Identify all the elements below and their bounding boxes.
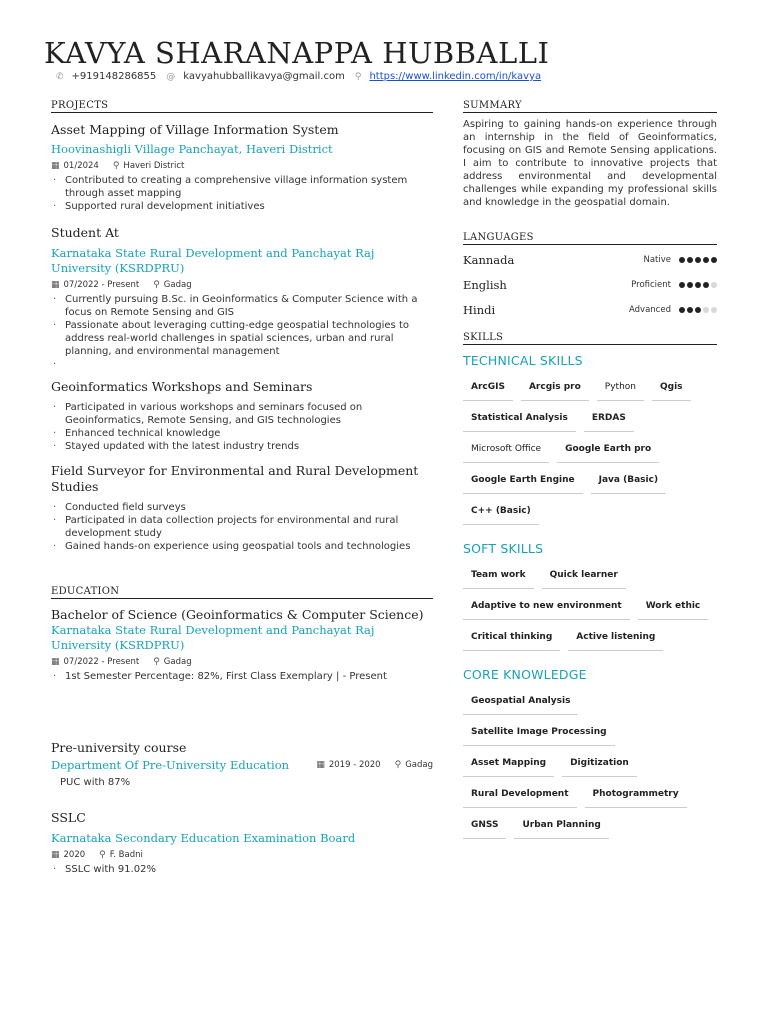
link-icon: ⚲: [354, 71, 362, 82]
skill-chip: Statistical Analysis: [463, 407, 576, 432]
skill-chip: Satellite Image Processing: [463, 721, 615, 746]
language-name: English: [463, 277, 507, 292]
skill-chip: Team work: [463, 564, 534, 589]
skill-chip: Work ethic: [638, 595, 709, 620]
bullet-item: · Enhanced technical knowledge: [51, 427, 433, 440]
location-pin-icon: ⚲: [394, 760, 402, 770]
bullet-item: [51, 358, 433, 371]
bullet-item: · 1st Semester Percentage: 82%, First Class Exemplary | - Present: [51, 670, 433, 683]
skill-chip: Geospatial Analysis: [463, 690, 578, 715]
bullet-item: · Passionate about leveraging cutting-edge geospatial technologies to address real-world challenges in spatial sciences, urban and rural planning, and environmental management: [51, 319, 433, 358]
contact-email: [166, 71, 345, 82]
bullet-item: · Supported rural development initiatives: [51, 200, 433, 213]
rating-dot-filled: [695, 282, 701, 288]
location-pin-icon: ⚲: [153, 280, 160, 290]
project-entry: [51, 379, 433, 453]
project-bullets: [51, 293, 433, 371]
core-knowledge-list: [463, 690, 717, 845]
language-row: [463, 297, 717, 322]
education-note: PUC with 87%: [60, 777, 131, 788]
project-title: Student At: [51, 225, 119, 240]
education-title: Pre-university course: [51, 740, 187, 755]
project-location: Gadag: [163, 280, 192, 290]
rating-dot-filled: [679, 257, 685, 263]
bullet-item: · Stayed updated with the latest industry trends: [51, 440, 433, 453]
location-pin-icon: ⚲: [153, 657, 160, 667]
skill-chip: Google Earth Engine: [463, 469, 583, 494]
project-entry: [51, 122, 433, 213]
skill-chip: Quick learner: [542, 564, 626, 589]
education-bullets: [51, 863, 433, 876]
contact-phone: [56, 71, 156, 82]
rating-dot-filled: [711, 257, 717, 263]
technical-skills-list: [463, 376, 717, 531]
education-org: Department Of Pre-University Education: [51, 758, 290, 772]
summary-text: Aspiring to gaining hands-on experience through an internship in the field of Geoinformatics, focusing on GIS and Remote Sensing applications. I aim to contribute to innovative projects that address environmental and developmental challenges while expanding my professional skills and knowledge in the geospatial domain.: [463, 119, 717, 208]
bullet-item: · Contributed to creating a comprehensive village information system through asset mapping: [51, 174, 433, 200]
bullet-item: · Currently pursuing B.Sc. in Geoinformatics & Computer Science with a focus on Remote Sensing and GIS: [51, 293, 433, 319]
skill-chip: Microsoft Office: [463, 438, 549, 463]
project-date: 07/2022 - Present: [63, 280, 140, 290]
language-rating: [677, 257, 717, 263]
education-entry: [51, 607, 433, 683]
education-date: 2020: [63, 850, 86, 860]
project-org: Hoovinashigli Village Panchayat, Haveri District: [51, 142, 333, 156]
language-rating: [677, 307, 717, 313]
soft-skills-list: [463, 564, 717, 657]
right-column: [463, 100, 717, 845]
soft-skills-heading: SOFT SKILLS: [463, 541, 544, 556]
phone-icon: ✆: [56, 71, 64, 82]
skill-chip: Digitization: [562, 752, 637, 777]
skill-chip: Urban Planning: [514, 814, 608, 839]
education-org: Karnataka Secondary Education Examination Board: [51, 831, 356, 845]
calendar-icon: ▦: [51, 850, 60, 860]
bullet-item: · SSLC with 91.02%: [51, 863, 433, 876]
rating-dot-empty: [703, 307, 709, 313]
skill-chip: Google Earth pro: [557, 438, 659, 463]
rating-dot-filled: [703, 282, 709, 288]
rating-dot-empty: [711, 307, 717, 313]
rating-dot-filled: [695, 257, 701, 263]
skill-chip: Rural Development: [463, 783, 577, 808]
education-meta: [51, 850, 433, 861]
skill-chip: Python: [597, 376, 644, 401]
project-date: 01/2024: [63, 161, 99, 171]
phone-text: +919148286855: [71, 71, 157, 82]
contact-linkedin: [355, 71, 541, 82]
languages-heading: LANGUAGES: [463, 232, 717, 245]
skill-chip: GNSS: [463, 814, 506, 839]
core-knowledge-heading: CORE KNOWLEDGE: [463, 667, 587, 682]
project-title: Field Surveyor for Environmental and Rural Development Studies: [51, 463, 419, 494]
education-meta: [51, 657, 433, 668]
bullet-item: · Gained hands-on experience using geospatial tools and technologies: [51, 540, 433, 553]
education-entry: [51, 740, 433, 788]
education-location: Gadag: [405, 760, 433, 770]
location-pin-icon: ⚲: [112, 161, 120, 171]
language-level: Proficient: [631, 279, 671, 290]
education-location: Gadag: [163, 657, 192, 667]
resume-name: KAVYA SHARANAPPA HUBBALLI: [44, 36, 550, 70]
skill-chip: Qgis: [652, 376, 691, 401]
language-row: [463, 247, 717, 272]
language-rating: [677, 282, 717, 288]
education-title: Bachelor of Science (Geoinformatics & Computer Science): [51, 607, 424, 622]
skills-heading: SKILLS: [463, 332, 717, 345]
left-column: [51, 100, 433, 876]
skill-chip: Critical thinking: [463, 626, 560, 651]
education-date: 07/2022 - Present: [63, 657, 140, 667]
project-location: Haveri District: [123, 161, 185, 171]
project-meta: [51, 161, 433, 172]
rating-dot-filled: [679, 282, 685, 288]
contact-bar: [56, 71, 551, 82]
rating-dot-filled: [687, 282, 693, 288]
skill-chip: Asset Mapping: [463, 752, 554, 777]
email-text: kavyahubballikavya@gmail.com: [183, 71, 345, 82]
education-entry: [51, 810, 433, 876]
language-level: Native: [643, 254, 671, 265]
summary-heading: SUMMARY: [463, 100, 717, 113]
project-bullets: [51, 174, 433, 213]
education-date: 2019 - 2020: [328, 760, 381, 770]
education-bullets: [51, 670, 433, 683]
calendar-icon: ▦: [51, 657, 60, 667]
rating-dot-filled: [687, 307, 693, 313]
education-org: Karnataka State Rural Development and Panchayat Raj University (KSRDPRU): [51, 623, 375, 652]
rating-dot-empty: [711, 282, 717, 288]
skill-chip: ArcGIS: [463, 376, 513, 401]
bullet-item: · Participated in data collection projects for environmental and rural development study: [51, 514, 433, 540]
language-row: [463, 272, 717, 297]
bullet-item: · Conducted field surveys: [51, 501, 433, 514]
language-level: Advanced: [629, 304, 671, 315]
rating-dot-filled: [679, 307, 685, 313]
rating-dot-filled: [695, 307, 701, 313]
rating-dot-filled: [703, 257, 709, 263]
education-heading: EDUCATION: [51, 586, 433, 599]
email-icon: @: [166, 71, 176, 82]
project-entry: [51, 225, 433, 371]
skill-chip: Adaptive to new environment: [463, 595, 630, 620]
project-title: Geoinformatics Workshops and Seminars: [51, 379, 313, 394]
project-entry: [51, 463, 433, 553]
skill-chip: C++ (Basic): [463, 500, 539, 525]
project-bullets: [51, 401, 433, 453]
project-org: Karnataka State Rural Development and Panchayat Raj University (KSRDPRU): [51, 246, 375, 275]
project-meta: [51, 280, 433, 291]
technical-skills-heading: TECHNICAL SKILLS: [463, 353, 583, 368]
rating-dot-filled: [687, 257, 693, 263]
skill-chip: Java (Basic): [591, 469, 666, 494]
education-location: F. Badni: [109, 850, 143, 860]
skill-chip: Photogrammetry: [585, 783, 687, 808]
language-name: Kannada: [463, 252, 515, 267]
location-pin-icon: ⚲: [99, 850, 106, 860]
calendar-icon: ▦: [51, 161, 60, 171]
linkedin-link[interactable]: https://www.linkedin.com/in/kavya: [369, 71, 542, 82]
calendar-icon: ▦: [316, 760, 325, 770]
project-title: Asset Mapping of Village Information System: [51, 122, 339, 137]
skill-chip: Arcgis pro: [521, 376, 589, 401]
projects-heading: PROJECTS: [51, 100, 433, 113]
language-name: Hindi: [463, 302, 496, 317]
skill-chip: ERDAS: [584, 407, 634, 432]
calendar-icon: ▦: [51, 280, 60, 290]
languages-list: [463, 247, 717, 322]
bullet-item: · Participated in various workshops and seminars focused on Geoinformatics, Remote Sensing, and GIS technologies: [51, 401, 433, 427]
skill-chip: Active listening: [568, 626, 663, 651]
project-bullets: [51, 501, 433, 553]
education-meta: [316, 760, 433, 771]
education-title: SSLC: [51, 810, 86, 825]
